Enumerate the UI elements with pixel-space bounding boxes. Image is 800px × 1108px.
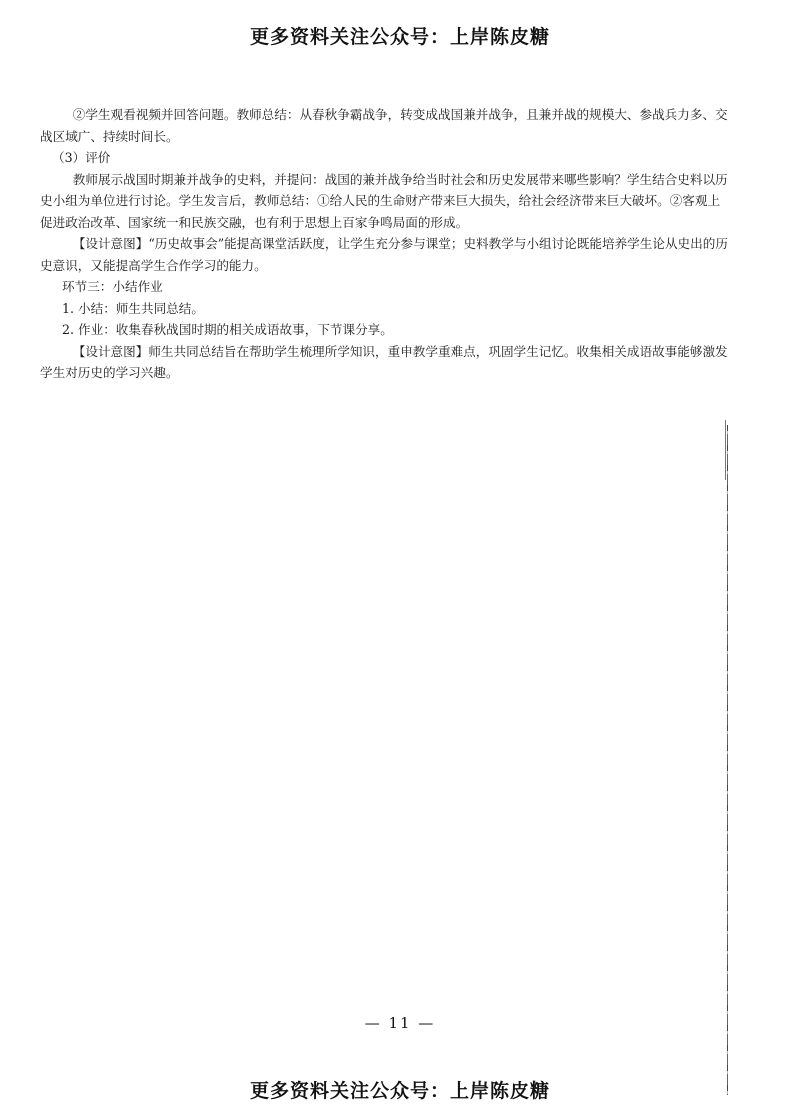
scan-edge-mark bbox=[727, 425, 728, 1095]
section-heading-evaluation: （3）评价 bbox=[52, 150, 111, 165]
paragraph-design-intent-1: 【设计意图】“历史故事会”能提高课堂活跃度，让学生充分参与课堂；史料教学与小组讨论既能培养学生论从史出的历史意识，又能提高学生合作学习的能力。 bbox=[40, 236, 728, 273]
document-body bbox=[40, 104, 730, 384]
header-watermark: 更多资料关注公众号：上岸陈皮糖 bbox=[249, 26, 550, 48]
list-item-summary: 1. 小结：师生共同总结。 bbox=[62, 300, 204, 316]
paragraph-teacher-summary: ②学生观看视频并回答问题。教师总结：从春秋争霸战争，转变成战国兼并战争，且兼并战的规模大、参战兵力多、交战区域广、持续时间长。 bbox=[40, 107, 728, 144]
page-number: — 11 — bbox=[364, 1014, 436, 1032]
list-item-homework: 2. 作业：收集春秋战国时期的相关成语故事，下节课分享。 bbox=[62, 322, 393, 337]
paragraph-design-intent-2: 【设计意图】师生共同总结旨在帮助学生梳理所学知识，重申教学重难点，巩固学生记忆。收集相关成语故事能够激发学生对历史的学习兴趣。 bbox=[40, 343, 728, 380]
paragraph-evaluation: 教师展示战国时期兼并战争的史料，并提问：战国的兼并战争给当时社会和历史发展带来哪些影响？学生结合史料以历史小组为单位进行讨论。学生发言后，教师总结：①给人民的生命财产带来巨大损失，给社会经济带来巨大破坏。②客观上促进政治改革、国家统一和民族交融，也有利于思想上百家争鸣局面的形成。 bbox=[40, 171, 728, 230]
scan-edge-mark-top bbox=[725, 420, 726, 480]
section-heading-summary-homework: 环节三：小结作业 bbox=[62, 279, 163, 294]
footer-watermark: 更多资料关注公众号：上岸陈皮糖 bbox=[249, 1080, 550, 1102]
